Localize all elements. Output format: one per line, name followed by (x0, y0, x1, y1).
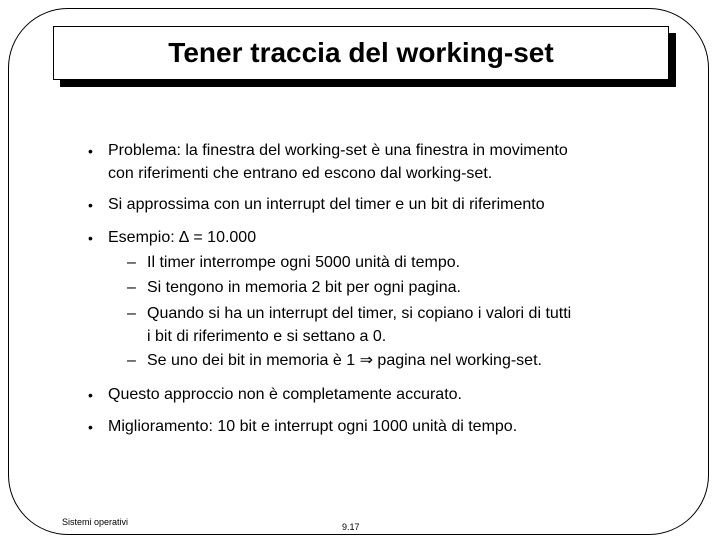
sub-bullet-dash: – (127, 254, 136, 271)
bullet-1-line-1: Problema: la finestra del working-set è una finestra in movimento (108, 142, 568, 159)
slide-title: Tener traccia del working-set (168, 37, 554, 68)
subitem-3-line-1: Quando si ha un interrupt del timer, si copiano i valori di tutti (147, 305, 572, 322)
subitem-4-line-1: Se uno dei bit in memoria è 1 ⇒ pagina nel working-set. (147, 352, 542, 369)
footer-course-name: Sistemi operativi (62, 517, 129, 527)
subitem-3-line-2: i bit di riferimento e si settano a 0. (147, 328, 387, 345)
footer-slide-number: 9.17 (342, 522, 360, 532)
subitem-1-line-1: Il timer interrompe ogni 5000 unità di tempo. (147, 254, 461, 271)
bullet-1-line-2: con riferimenti che entrano ed escono dal working-set. (108, 165, 493, 182)
bullet-marker: • (88, 143, 93, 159)
bullet-4-line-1: Questo approccio non è completamente accurato. (108, 386, 462, 403)
bullet-marker: • (88, 230, 93, 246)
sub-bullet-dash: – (127, 279, 136, 296)
bullet-marker: • (88, 419, 93, 435)
subitem-2-line-1: Si tengono in memoria 2 bit per ogni pagina. (147, 279, 461, 296)
bullet-marker: • (88, 387, 93, 403)
bullet-marker: • (88, 197, 93, 213)
bullet-5-line-1: Miglioramento: 10 bit e interrupt ogni 1000 unità di tempo. (108, 418, 518, 435)
sub-bullet-dash: – (127, 352, 136, 369)
bullet-3-line-1: Esempio: ∆ = 10.000 (108, 229, 257, 246)
sub-bullet-dash: – (127, 305, 136, 322)
bullet-2-line-1: Si approssima con un interrupt del timer e un bit di riferimento (108, 196, 545, 213)
